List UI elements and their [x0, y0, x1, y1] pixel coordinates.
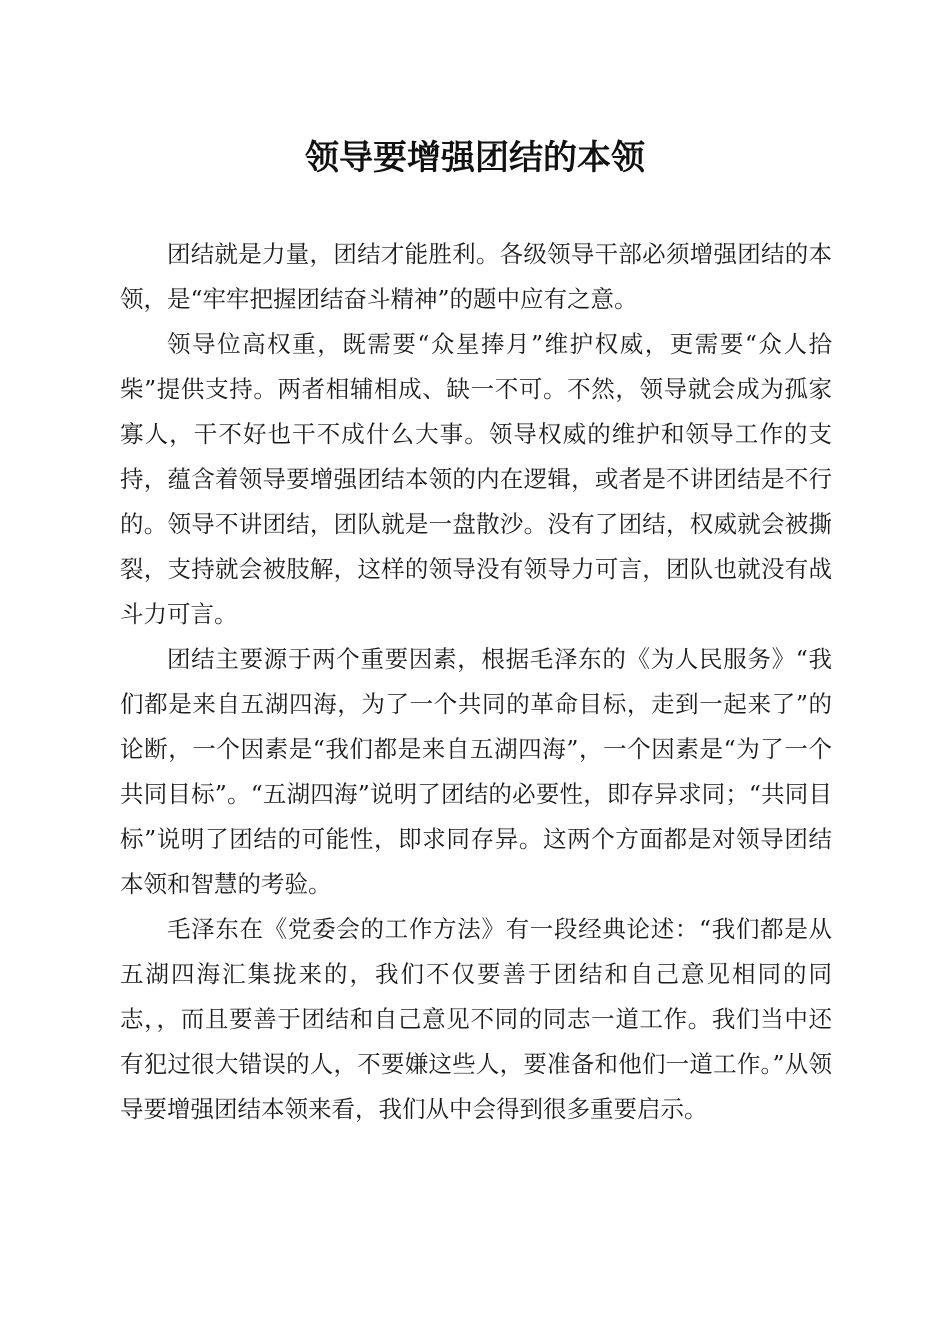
paragraph: 毛泽东在《党委会的工作方法》有一段经典论述：“我们都是从五湖四海汇集拢来的，我们不仅要善于团结和自己意见相同的同志，，而且要善于团结和自己意见不同的同志一道工作。我们当中还有犯过很大错误的人，不要嫌这些人，要准备和他们一道工作。”从领导要增强团结本领来看，我们从中会得到很多重要启示。	[120, 915, 832, 1123]
paragraph: 团结主要源于两个重要因素，根据毛泽东的《为人民服务》“我们都是来自五湖四海，为了一个共同的革命目标，走到一起来了”的论断，一个因素是“我们都是来自五湖四海”，一个因素是“为了一个共同目标”。“五湖四海”说明了团结的必要性，即存异求同；“共同目标”说明了团结的可能性，即求同存异。这两个方面都是对领导团结本领和智慧的考验。	[120, 645, 832, 898]
document-body	[120, 232, 832, 1132]
document-title: 领导要增强团结的本领	[305, 138, 645, 178]
paragraph: 团结就是力量，团结才能胜利。各级领导干部必须增强团结的本领，是“牢牢把握团结奋斗精神”的题中应有之意。	[120, 240, 832, 313]
paragraph: 领导位高权重，既需要“众星捧月”维护权威，更需要“众人拾柴”提供支持。两者相辅相成、缺一不可。不然，领导就会成为孤家寡人，干不好也干不成什么大事。领导权威的维护和领导工作的支持，蕴含着领导要增强团结本领的内在逻辑，或者是不讲团结是不行的。领导不讲团结，团队就是一盘散沙。没有了团结，权威就会被撕裂，支持就会被肢解，这样的领导没有领导力可言，团队也就没有战斗力可言。	[120, 330, 832, 628]
